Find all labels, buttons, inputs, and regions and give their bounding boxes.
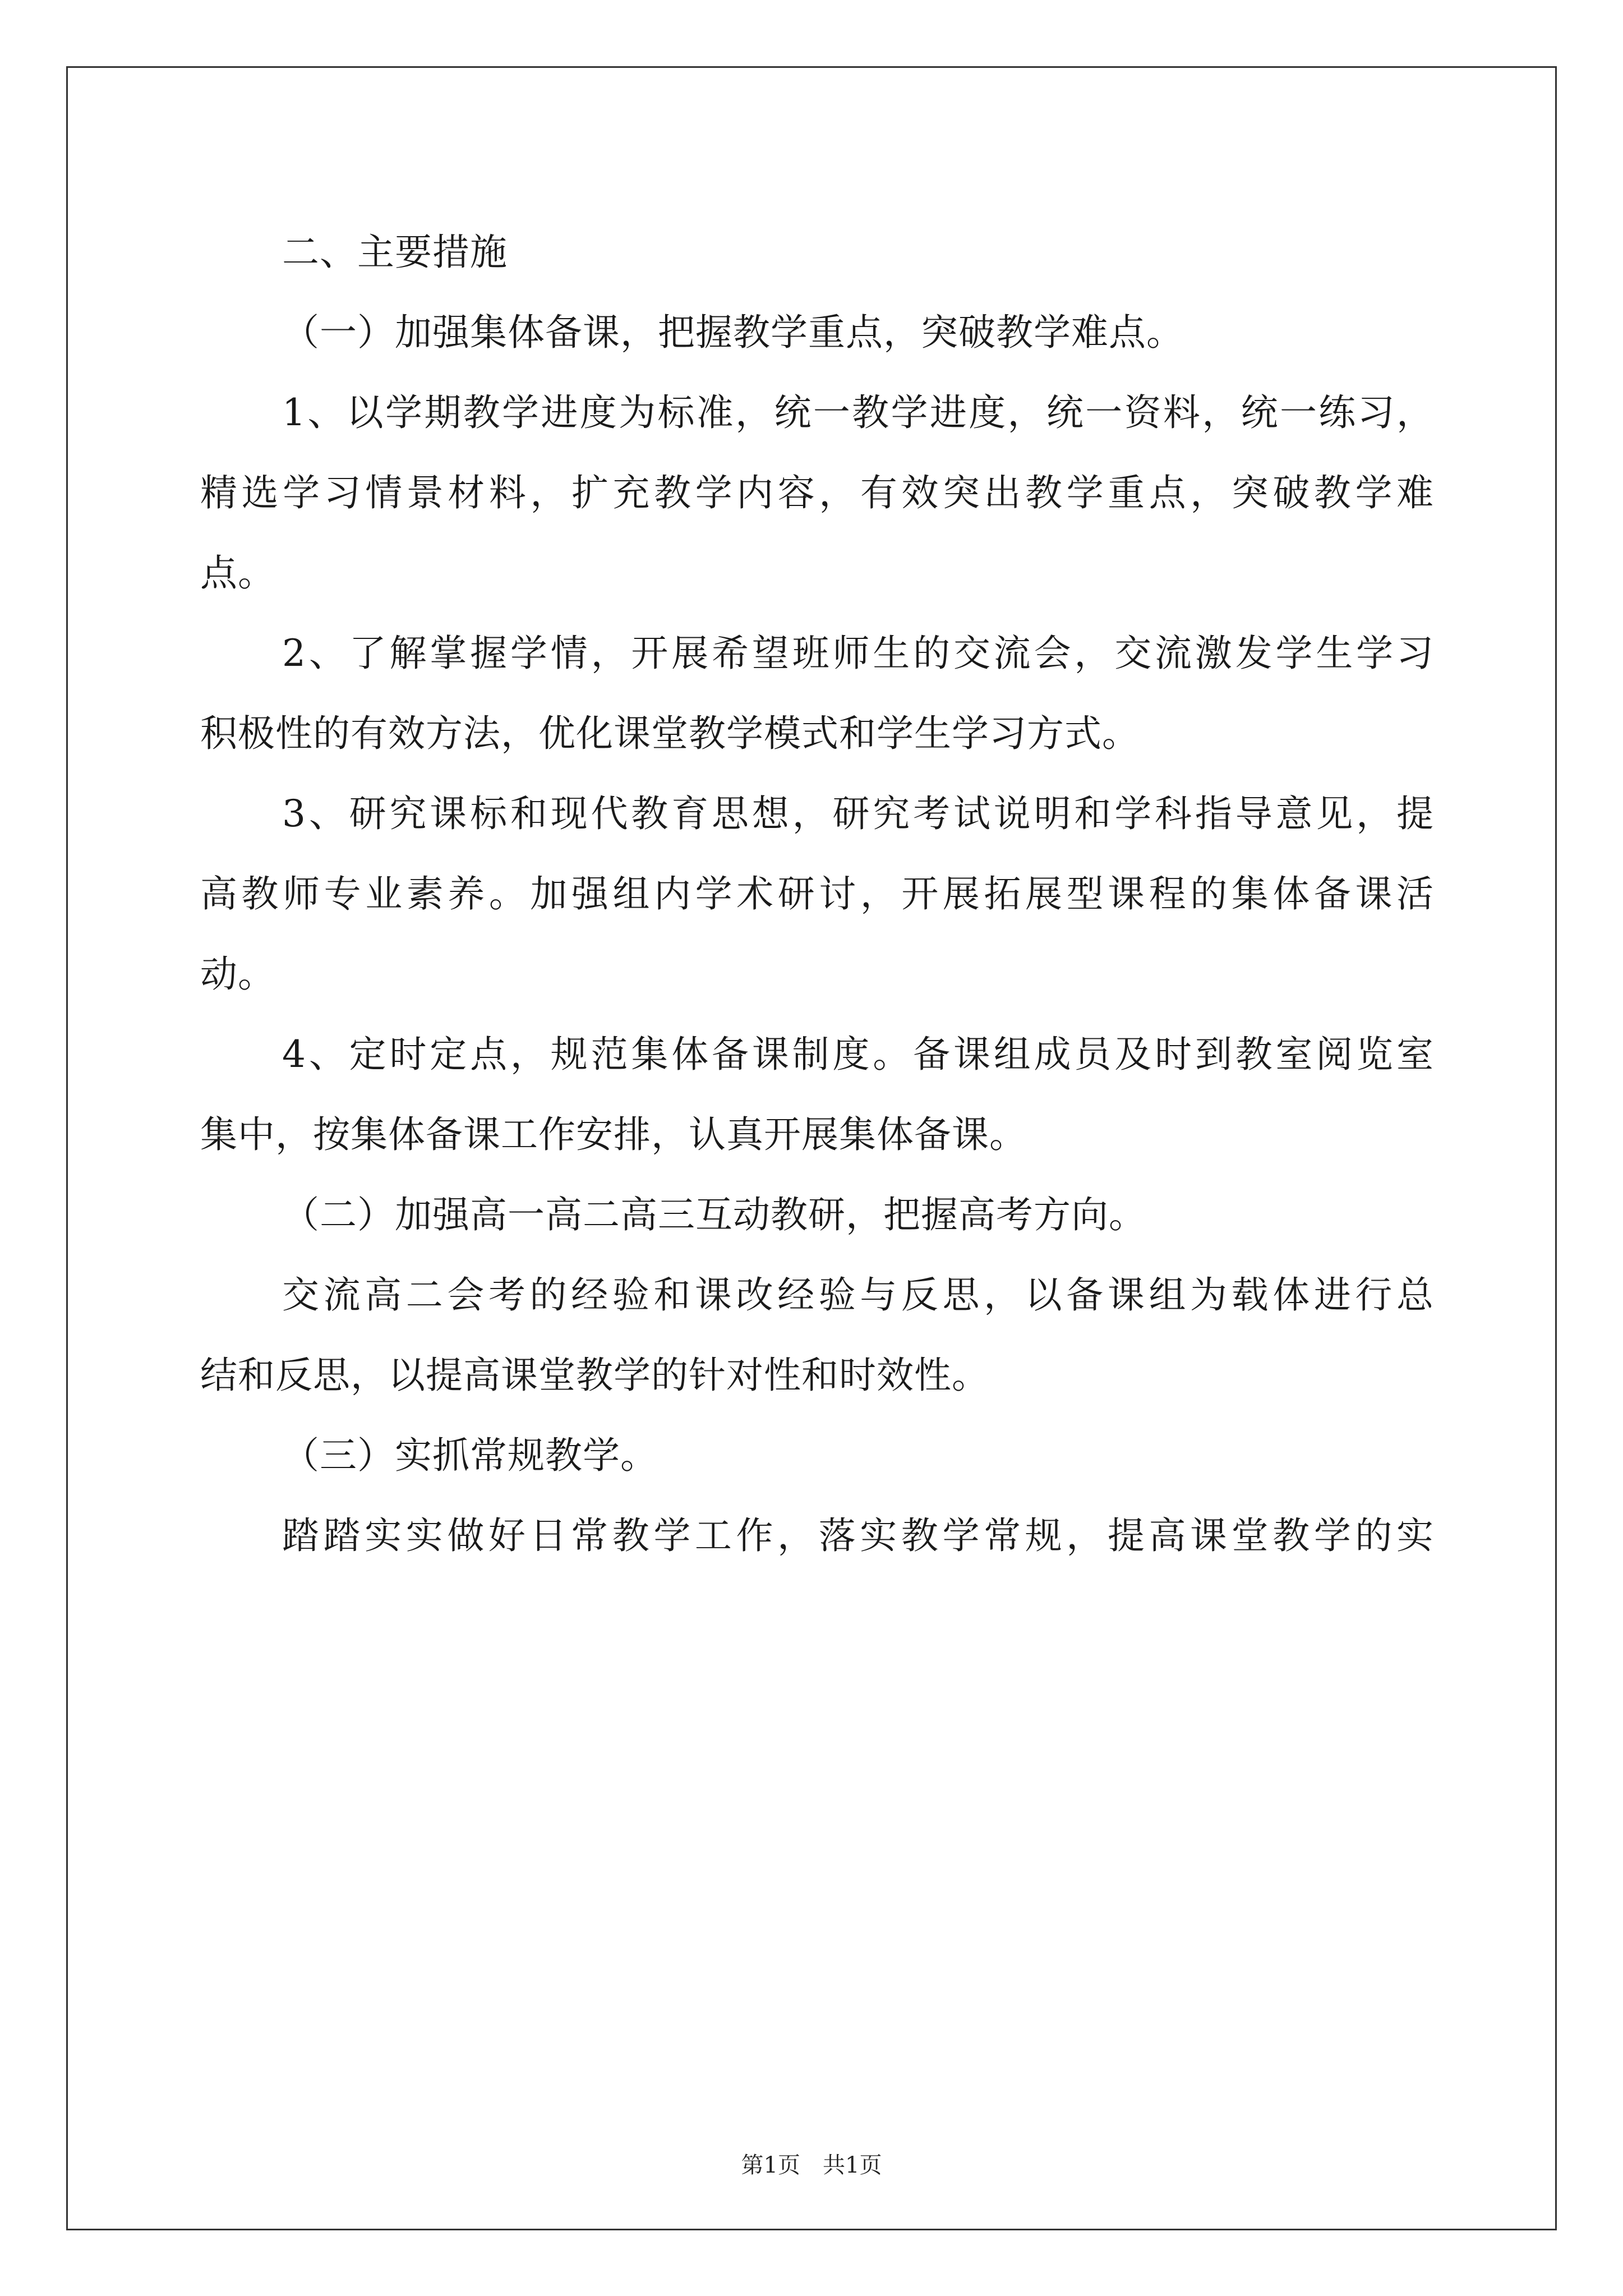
page-footer [0, 2152, 1623, 2179]
paragraph-line: 结和反思，以提高课堂教学的针对性和时效性。 [200, 1354, 989, 1397]
subsection-heading: （二）加强高一高二高三互动教研，把握高考方向。 [282, 1193, 1146, 1236]
paragraph-line: 交流高二会考的经验和课改经验与反思，以备课组为载体进行总 [282, 1273, 1434, 1317]
subsection-heading: （三）实抓常规教学。 [282, 1434, 658, 1477]
paragraph-line: 高教师专业素养。加强组内学术研讨，开展拓展型课程的集体备课活 [200, 872, 1434, 915]
paragraph-line: 动。 [200, 953, 275, 996]
section-heading: 二、主要措施 [282, 231, 508, 274]
paragraph-line: 踏踏实实做好日常教学工作，落实教学常规，提高课堂教学的实 [282, 1514, 1434, 1557]
subsection-heading: （一）加强集体备课，把握教学重点，突破教学难点。 [282, 311, 1184, 354]
paragraph-line: 2、了解掌握学情，开展希望班师生的交流会，交流激发学生学习 [282, 632, 1434, 675]
paragraph-line: 点。 [200, 551, 275, 595]
page-total: 共1页 [823, 2152, 882, 2178]
paragraph-line: 精选学习情景材料，扩充教学内容，有效突出教学重点，突破教学难 [200, 471, 1434, 514]
paragraph-line: 4、定时定点，规范集体备课制度。备课组成员及时到教室阅览室 [282, 1033, 1434, 1076]
page-number: 第1页 [741, 2152, 800, 2178]
paragraph-line: 集中，按集体备课工作安排，认真开展集体备课。 [200, 1113, 1027, 1156]
paragraph-line: 1、以学期教学进度为标准，统一教学进度，统一资料，统一练习， [282, 391, 1434, 434]
paragraph-line: 3、研究课标和现代教育思想，研究考试说明和学科指导意见，提 [282, 792, 1434, 835]
paragraph-line: 积极性的有效方法，优化课堂教学模式和学生学习方式。 [200, 712, 1140, 755]
